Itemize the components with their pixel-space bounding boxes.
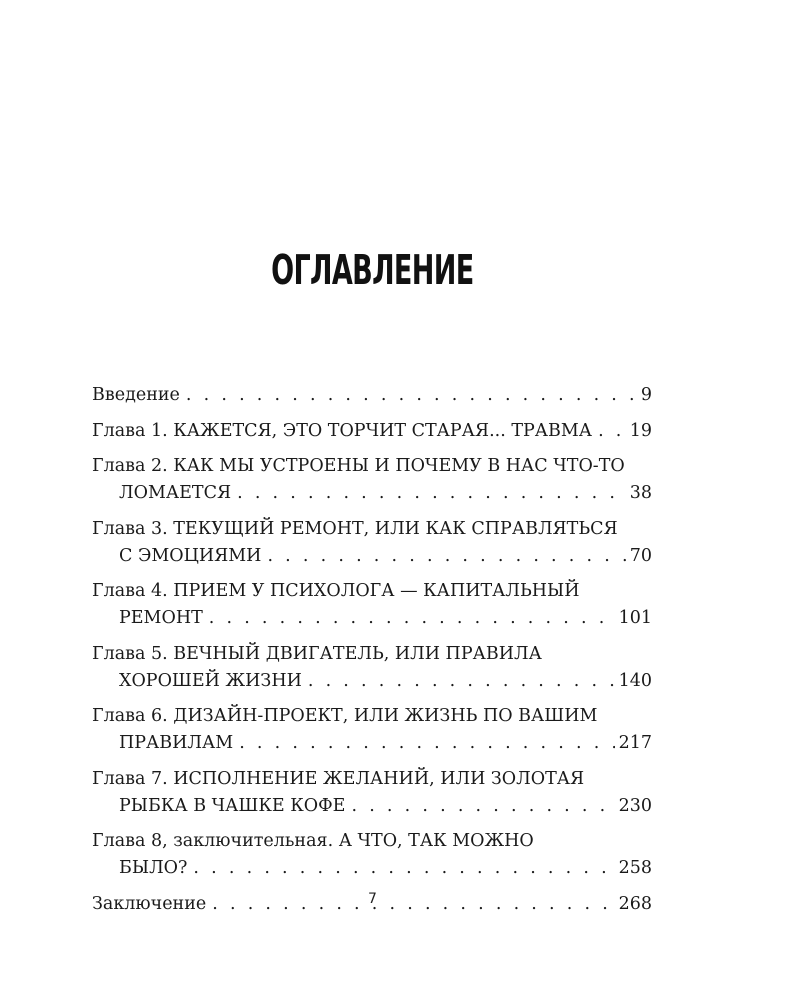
toc-line-continued	[92, 793, 652, 820]
dot-leader	[237, 480, 626, 507]
toc-line	[92, 382, 652, 409]
toc-entry-chapter-5[interactable]	[92, 641, 652, 695]
toc-entry-title: Глава 1. КАЖЕТСЯ, ЭТО ТОРЧИТ СТАРАЯ... ТРАВМА	[92, 420, 593, 441]
toc-entry-title-continued: РЫБКА В ЧАШКЕ КОФЕ	[119, 795, 346, 816]
toc-entry-chapter-2[interactable]	[92, 453, 652, 507]
toc-entry-introduction[interactable]	[92, 382, 652, 409]
toc-entry-title-continued: ЛОМАЕТСЯ	[119, 483, 232, 503]
toc-line-continued	[92, 855, 652, 882]
toc-line	[92, 418, 652, 445]
dot-leader	[209, 605, 615, 632]
toc-page-number: 101	[618, 608, 652, 628]
toc-line	[92, 578, 652, 605]
dot-leader	[193, 855, 614, 882]
toc-entry-title-continued: РЕМОНТ	[119, 608, 203, 628]
toc-page-number: 217	[618, 733, 652, 753]
toc-page-number: 70	[629, 545, 652, 566]
toc-entry-title: Заключение	[92, 893, 207, 914]
toc-page-number: 9	[640, 385, 652, 405]
toc-page-number: 140	[618, 670, 652, 691]
toc-line-continued	[92, 605, 652, 632]
toc-entry-title: Глава 7. ИСПОЛНЕНИЕ ЖЕЛАНИЙ, ИЛИ ЗОЛОТАЯ	[92, 768, 585, 789]
toc-line	[92, 828, 652, 855]
toc-entry-chapter-1[interactable]	[92, 418, 652, 445]
dot-leader	[267, 543, 625, 570]
toc-entry-title: Глава 8, заключительная. А ЧТО, ТАК МОЖНО	[92, 831, 534, 851]
toc-line-continued	[92, 480, 652, 507]
toc-entry-title-continued: ПРАВИЛАМ	[119, 733, 234, 753]
toc-line	[92, 641, 652, 668]
dot-leader	[308, 668, 615, 695]
page-title: ОГЛАВЛЕНИЕ	[271, 246, 474, 294]
dot-leader	[598, 418, 626, 445]
toc-entry-chapter-6[interactable]	[92, 703, 652, 757]
toc-line-continued	[92, 730, 652, 757]
toc-entry-title-continued: С ЭМОЦИЯМИ	[119, 545, 262, 566]
toc-line	[92, 766, 652, 793]
toc-entry-title: Глава 2. КАК МЫ УСТРОЕНЫ И ПОЧЕМУ В НАС ЧТО-ТО	[92, 456, 625, 476]
table-of-contents	[92, 382, 652, 926]
toc-line	[92, 516, 652, 543]
toc-entry-chapter-4[interactable]	[92, 578, 652, 632]
toc-entry-chapter-8[interactable]	[92, 828, 652, 882]
toc-page-number: 38	[629, 483, 652, 503]
toc-page-number: 230	[618, 795, 652, 816]
toc-entry-title: Глава 3. ТЕКУЩИЙ РЕМОНТ, ИЛИ КАК СПРАВЛЯТЬСЯ	[92, 518, 618, 539]
toc-page-number: 19	[629, 420, 652, 441]
dot-leader	[351, 793, 614, 820]
toc-entry-chapter-7[interactable]	[92, 766, 652, 820]
toc-line	[92, 703, 652, 730]
dot-leader	[239, 730, 614, 757]
toc-line	[92, 453, 652, 480]
toc-line-continued	[92, 543, 652, 570]
page-number-footer: 7	[368, 891, 377, 907]
toc-entry-title: Введение	[92, 385, 180, 405]
toc-entry-title: Глава 4. ПРИЕМ У ПСИХОЛОГА — КАПИТАЛЬНЫЙ	[92, 581, 580, 601]
toc-entry-title-continued: БЫЛО?	[119, 858, 188, 878]
toc-entry-chapter-3[interactable]	[92, 516, 652, 570]
toc-page-number: 258	[618, 858, 652, 878]
toc-line-continued	[92, 668, 652, 695]
toc-entry-title-continued: ХОРОШЕЙ ЖИЗНИ	[119, 670, 302, 691]
toc-entry-title: Глава 5. ВЕЧНЫЙ ДВИГАТЕЛЬ, ИЛИ ПРАВИЛА	[92, 643, 542, 664]
dot-leader	[186, 382, 637, 409]
toc-page-number: 268	[618, 893, 652, 914]
toc-entry-title: Глава 6. ДИЗАЙН-ПРОЕКТ, ИЛИ ЖИЗНЬ ПО ВАШИМ	[92, 706, 598, 726]
